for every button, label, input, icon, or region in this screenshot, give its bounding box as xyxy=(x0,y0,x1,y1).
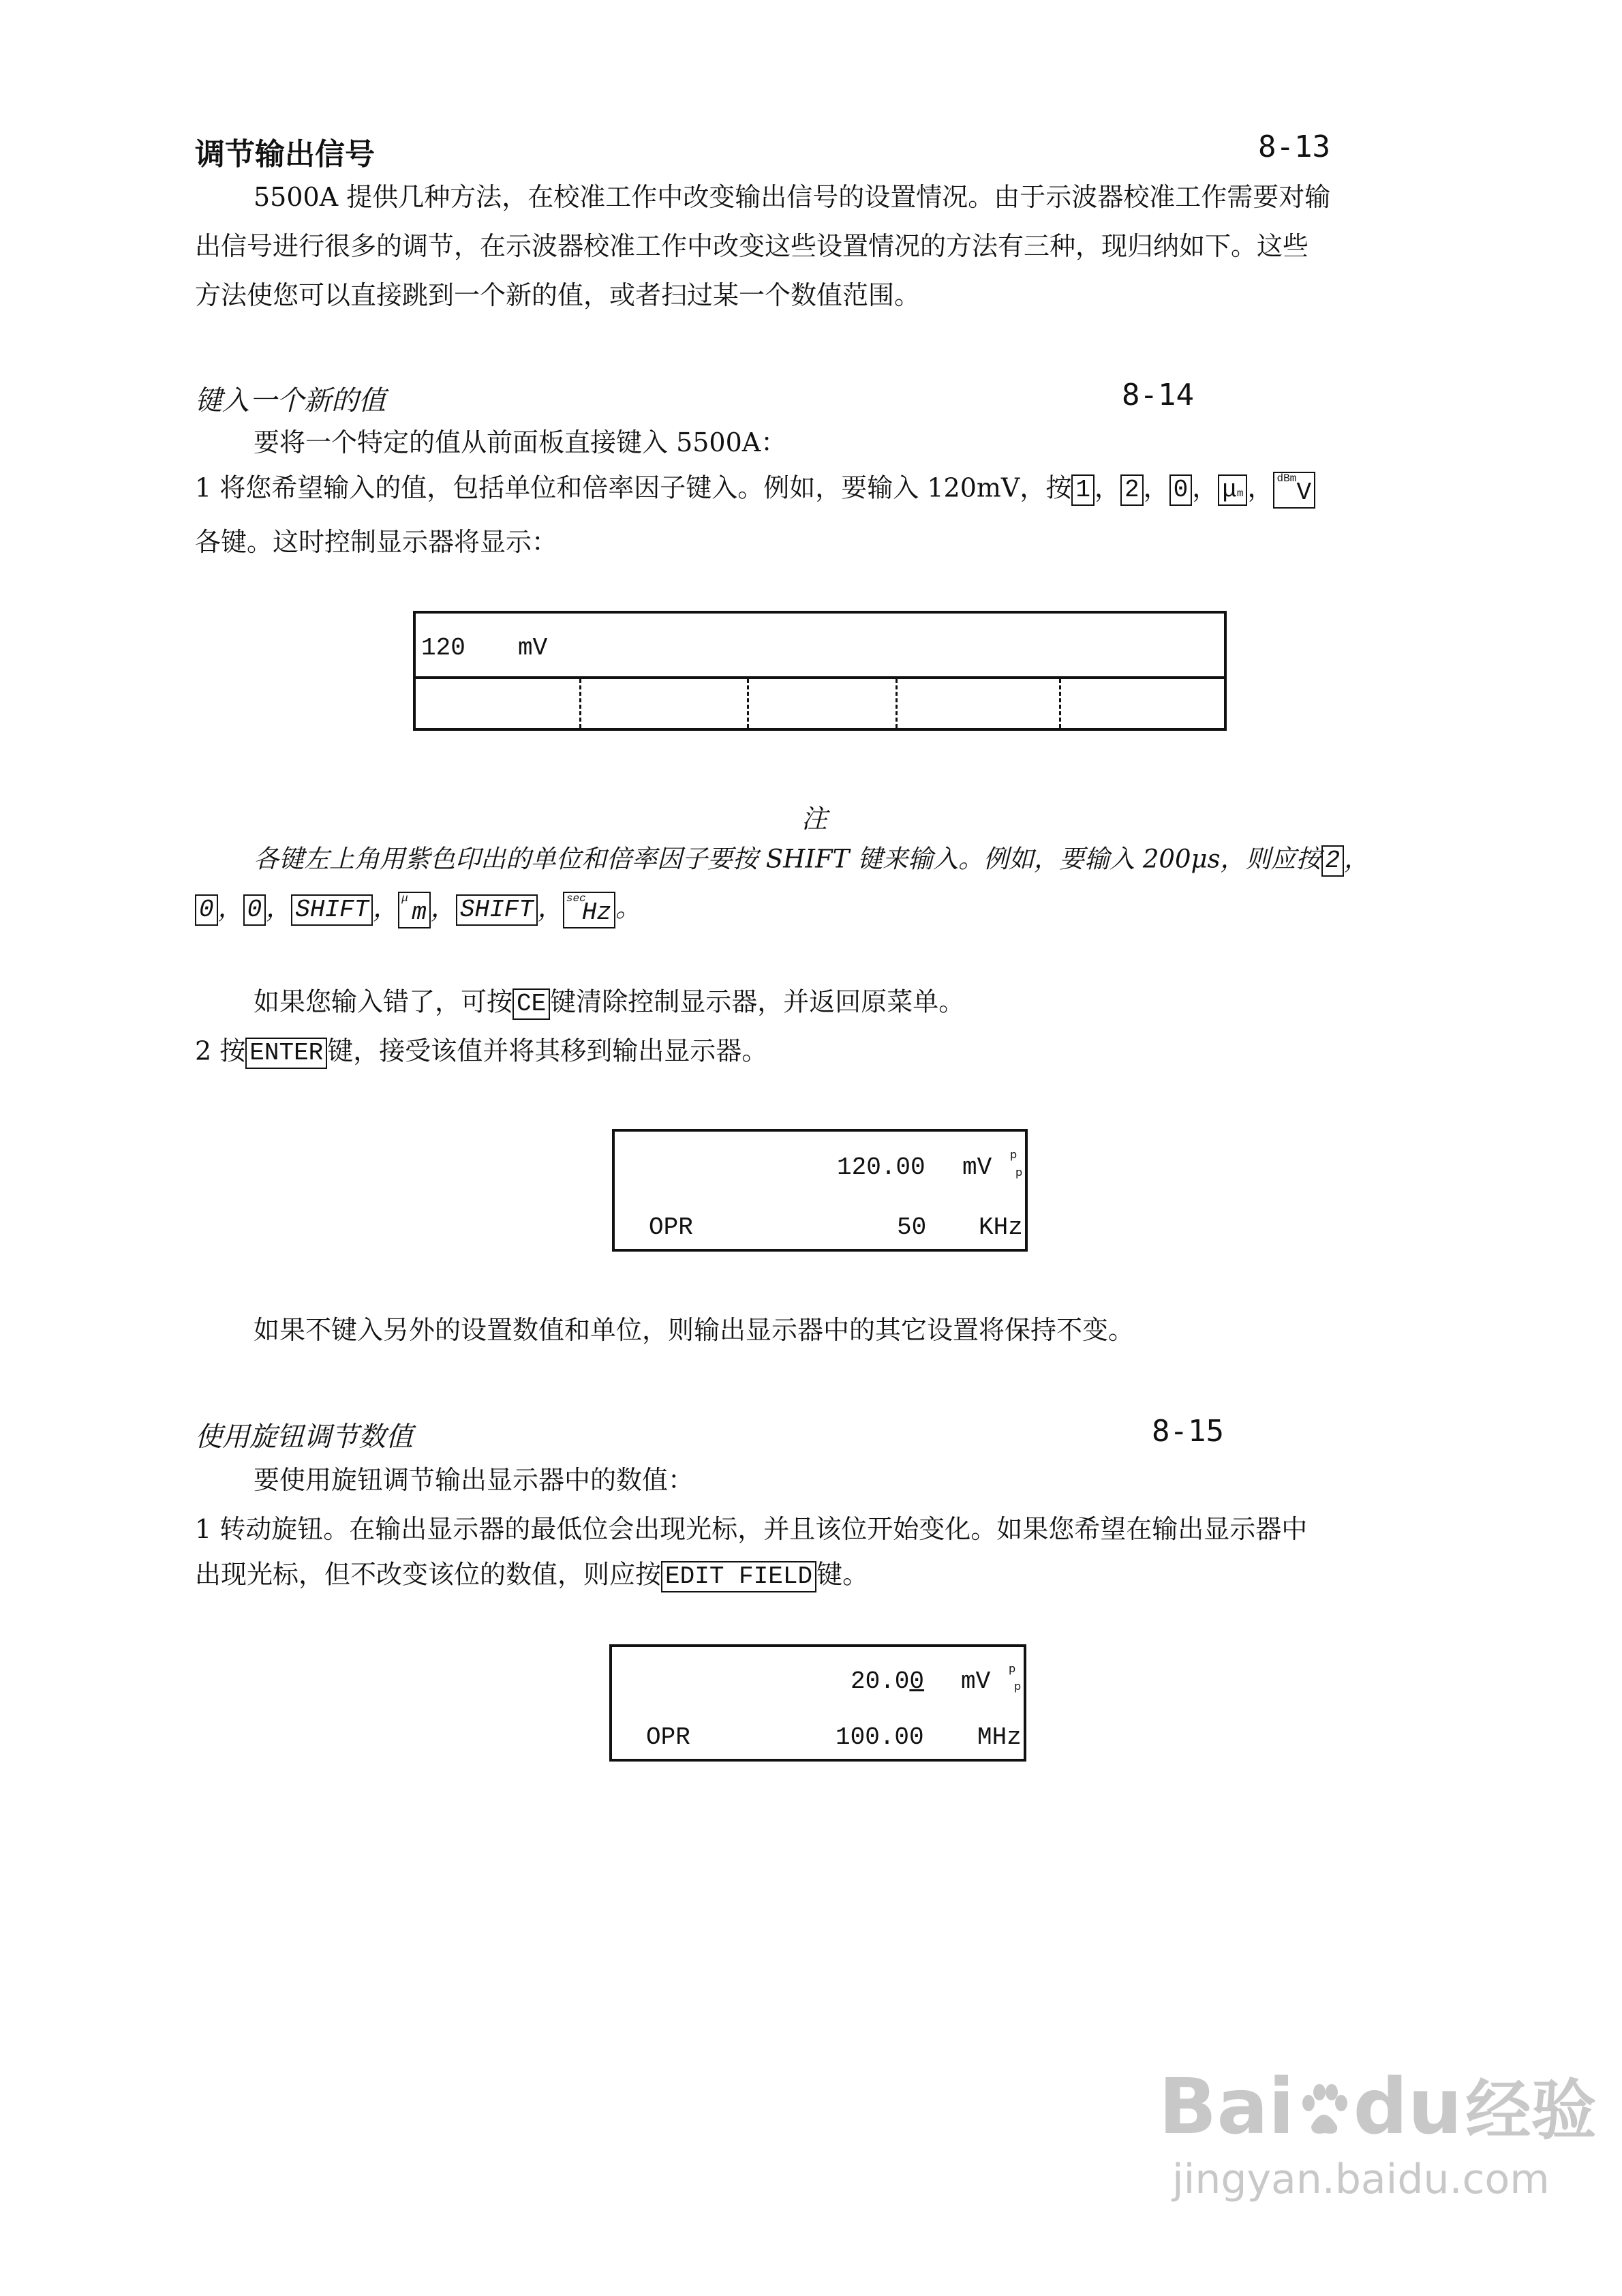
note-key-hz xyxy=(563,892,615,928)
step-1-line xyxy=(195,472,1315,509)
note-key-milli-sup: μ xyxy=(401,892,408,905)
paragraph-line: 要使用旋钮调节输出显示器中的数值： xyxy=(254,1465,694,1495)
note-key-milli-label: m xyxy=(412,898,427,926)
paragraph-line: 如果不键入另外的设置数值和单位，则输出显示器中的其它设置将保持不变。 xyxy=(254,1315,1135,1345)
separator: ， xyxy=(430,893,456,923)
note-line-2 xyxy=(195,892,641,928)
key-micro-label: μ xyxy=(1222,476,1237,504)
watermark-brand: du xyxy=(1353,2063,1463,2151)
ce-key: CE xyxy=(512,988,550,1020)
softkey-divider xyxy=(747,679,749,728)
separator: ， xyxy=(373,893,399,923)
note-title: 注 xyxy=(801,804,828,834)
separator: ， xyxy=(1344,844,1370,874)
softkey-row xyxy=(416,679,1224,728)
paw-icon xyxy=(1298,2083,1349,2137)
separator: ， xyxy=(537,893,563,923)
paragraph-line: 要将一个特定的值从前面板直接键入 5500A： xyxy=(254,427,787,457)
section-number-8-14: 8-14 xyxy=(1122,378,1194,412)
note-end: 。 xyxy=(615,893,641,923)
section-title-8-14: 键入一个新的值 xyxy=(195,385,386,417)
unit-sub: p xyxy=(1015,1166,1023,1179)
note-key-0: 0 xyxy=(243,894,266,926)
separator: ， xyxy=(1192,472,1219,503)
key-micro xyxy=(1218,474,1247,506)
key-micro-sub: m xyxy=(1236,487,1244,500)
paragraph-line: 1 转动旋钮。在输出显示器的最低位会出现光标，并且该位开始变化。如果您希望在输出显示器中 xyxy=(195,1514,1308,1544)
note-key-hz-sup: sec xyxy=(566,892,586,905)
output-display xyxy=(612,1129,1028,1252)
frequency-value: 50 xyxy=(897,1213,927,1241)
key-0: 0 xyxy=(1169,474,1193,506)
frequency-value: 100.00 xyxy=(836,1723,924,1751)
note-line xyxy=(254,845,1369,877)
separator: ， xyxy=(1094,472,1120,503)
note-text: 各键左上角用紫色印出的单位和倍率因子要按 SHIFT 键来输入。例如，要输入 200μs，则应按 xyxy=(254,844,1321,874)
frequency-unit: KHz xyxy=(979,1213,1023,1241)
note-key-hz-label: Hz xyxy=(581,898,612,926)
output-value xyxy=(851,1667,924,1695)
display-unit: mV xyxy=(518,634,548,662)
key-volt-label: V xyxy=(1296,479,1312,507)
step-text: 键，接受该值并将其移到输出显示器。 xyxy=(327,1036,768,1066)
note-key-0: 0 xyxy=(195,894,218,926)
output-unit: mV xyxy=(962,1153,992,1181)
paragraph-line: 出信号进行很多的调节，在示波器校准工作中改变这些设置情况的方法有三种，现归纳如下。这些 xyxy=(195,231,1309,261)
step-text: 2 按 xyxy=(195,1036,246,1066)
separator: ， xyxy=(217,893,243,923)
section-title-8-15: 使用旋钮调节数值 xyxy=(195,1421,413,1453)
separator: ， xyxy=(266,893,292,923)
separator: ， xyxy=(1247,472,1274,503)
softkey-divider xyxy=(1059,679,1061,728)
display-value: 120 xyxy=(421,634,465,662)
paw-icon-svg xyxy=(1298,2083,1349,2137)
value-digits: 20.0 xyxy=(851,1667,910,1695)
section-number-8-13: 8-13 xyxy=(1258,130,1330,164)
cursor-digit: 0 xyxy=(909,1667,925,1695)
step-text: 1 将您希望输入的值，包括单位和倍率因子键入。例如，要输入 120mV，按 xyxy=(195,472,1072,503)
unit-sub: p xyxy=(1014,1680,1022,1693)
watermark-brand: Bai xyxy=(1159,2063,1295,2151)
operate-indicator: OPR xyxy=(649,1213,693,1241)
key-volt-sup: dBm xyxy=(1276,472,1297,485)
section-title-8-13: 调节输出信号 xyxy=(195,137,375,172)
note-key-milli xyxy=(398,892,431,928)
step-text: 键。 xyxy=(816,1559,869,1590)
frequency-unit: MHz xyxy=(977,1723,1022,1751)
watermark-jingyan: 经验 xyxy=(1465,2072,1597,2149)
key-volt xyxy=(1273,472,1315,509)
step-2-line xyxy=(195,1038,767,1069)
output-value: 120.00 xyxy=(837,1153,925,1181)
watermark-url: jingyan.baidu.com xyxy=(1172,2156,1550,2203)
paragraph-line: 方法使您可以直接跳到一个新的值，或者扫过某一个数值范围。 xyxy=(195,280,921,310)
paragraph-line: 5500A 提供几种方法，在校准工作中改变输出信号的设置情况。由于示波器校准工作需要对输 xyxy=(254,182,1331,212)
unit-sup: p xyxy=(1009,1662,1016,1675)
step-text: 出现光标，但不改变该位的数值，则应按 xyxy=(195,1559,662,1590)
ce-text-pre: 如果您输入错了，可按 xyxy=(254,986,513,1017)
edit-field-key: EDIT FIELD xyxy=(661,1561,816,1592)
softkey-divider xyxy=(896,679,898,728)
note-key-shift: SHIFT xyxy=(291,894,373,926)
note-key-shift: SHIFT xyxy=(456,894,538,926)
paragraph-line xyxy=(195,1561,868,1592)
baidu-watermark xyxy=(1159,2059,1597,2152)
output-display-knob xyxy=(609,1644,1026,1762)
unit-sup: p xyxy=(1010,1148,1017,1161)
note-key-2: 2 xyxy=(1321,845,1345,877)
ce-line xyxy=(254,988,964,1020)
paragraph-line: 各键。这时控制显示器将显示： xyxy=(195,527,558,557)
key-2: 2 xyxy=(1120,474,1144,506)
softkey-divider xyxy=(579,679,581,728)
control-display xyxy=(413,611,1227,731)
key-1: 1 xyxy=(1071,474,1095,506)
enter-key: ENTER xyxy=(245,1038,327,1069)
separator: ， xyxy=(1143,472,1169,503)
output-unit: mV xyxy=(961,1667,991,1695)
operate-indicator: OPR xyxy=(646,1723,690,1751)
section-number-8-15: 8-15 xyxy=(1152,1414,1224,1449)
ce-text-post: 键清除控制显示器，并返回原菜单。 xyxy=(550,986,965,1017)
